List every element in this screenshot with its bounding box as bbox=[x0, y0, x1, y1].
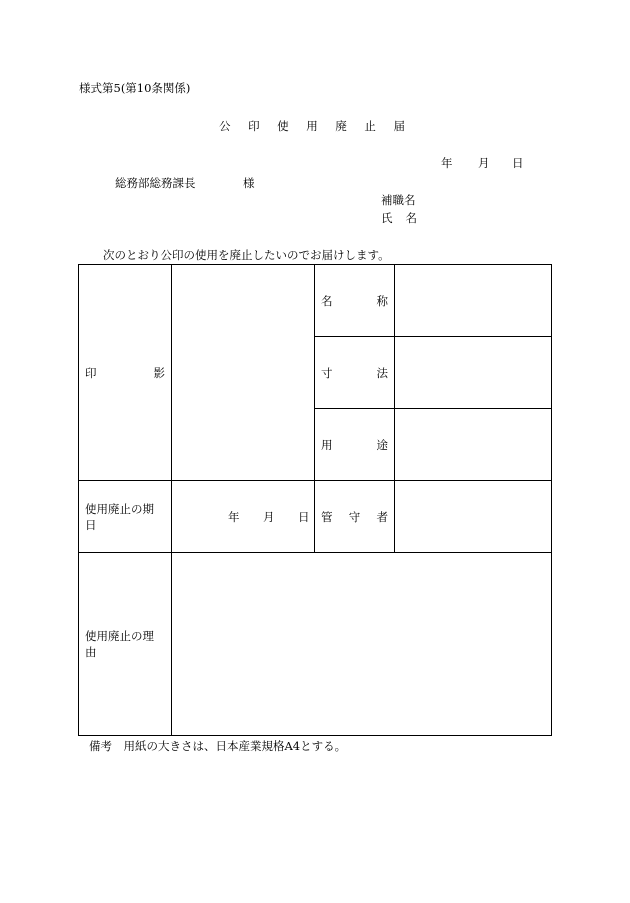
footnote: 備考 用紙の大きさは、日本産業規格A4とする。 bbox=[89, 739, 347, 753]
label-char: 用 bbox=[321, 437, 333, 452]
label-char: 途 bbox=[376, 437, 388, 452]
date-year: 年 bbox=[441, 156, 453, 170]
seal-impression-field[interactable] bbox=[172, 265, 315, 481]
form-title bbox=[219, 119, 405, 133]
intro-text: 次のとおり公印の使用を廃止したいのでお届けします。 bbox=[103, 248, 390, 262]
title-char: 廃 bbox=[335, 119, 347, 133]
title-char: 使 bbox=[277, 119, 289, 133]
custodian-label-cell bbox=[315, 481, 395, 553]
abolition-reason-label: 使用廃止の理由 bbox=[85, 629, 154, 659]
label-char: 寸 bbox=[321, 365, 333, 380]
seal-abolition-table bbox=[78, 264, 552, 736]
abolition-reason-field[interactable] bbox=[172, 553, 552, 736]
date-day: 日 bbox=[512, 156, 524, 170]
date-month: 月 bbox=[478, 156, 490, 170]
custodian-field[interactable] bbox=[395, 481, 552, 553]
title-char: 届 bbox=[393, 119, 405, 133]
abolition-date-day: 日 bbox=[298, 509, 310, 524]
addressee-honorific: 様 bbox=[243, 176, 255, 190]
title-char: 止 bbox=[364, 119, 376, 133]
label-char: 管 bbox=[321, 509, 333, 524]
label-char: 印 bbox=[85, 365, 97, 380]
addressee-name: 総務部総務課長 bbox=[115, 176, 196, 190]
seal-size-label-cell bbox=[315, 337, 395, 409]
title-char: 印 bbox=[248, 119, 260, 133]
label-char: 名 bbox=[321, 293, 333, 308]
label-char: 法 bbox=[376, 365, 388, 380]
title-char: 公 bbox=[219, 119, 231, 133]
abolition-date-label-cell bbox=[79, 481, 172, 553]
abolition-date-label: 使用廃止の期日 bbox=[85, 501, 154, 532]
seal-name-label-cell bbox=[315, 265, 395, 337]
label-char: 影 bbox=[153, 365, 165, 380]
seal-name-field[interactable] bbox=[395, 265, 552, 337]
abolition-date-field[interactable] bbox=[172, 481, 315, 553]
seal-usage-field[interactable] bbox=[395, 409, 552, 481]
label-char: 守 bbox=[348, 509, 361, 524]
seal-impression-label-cell bbox=[79, 265, 172, 481]
abolition-date-month: 月 bbox=[263, 509, 275, 524]
label-char: 称 bbox=[376, 293, 388, 308]
name-label-char: 氏 bbox=[381, 211, 393, 225]
position-label: 補職名 bbox=[381, 193, 416, 207]
name-label bbox=[381, 211, 417, 225]
abolition-date-year: 年 bbox=[228, 509, 240, 524]
seal-usage-label-cell bbox=[315, 409, 395, 481]
abolition-reason-label-cell bbox=[79, 553, 172, 736]
form-number: 様式第5(第10条関係) bbox=[79, 81, 191, 95]
seal-size-field[interactable] bbox=[395, 337, 552, 409]
title-char: 用 bbox=[306, 119, 318, 133]
label-char: 者 bbox=[376, 509, 388, 524]
name-label-char: 名 bbox=[405, 211, 417, 225]
